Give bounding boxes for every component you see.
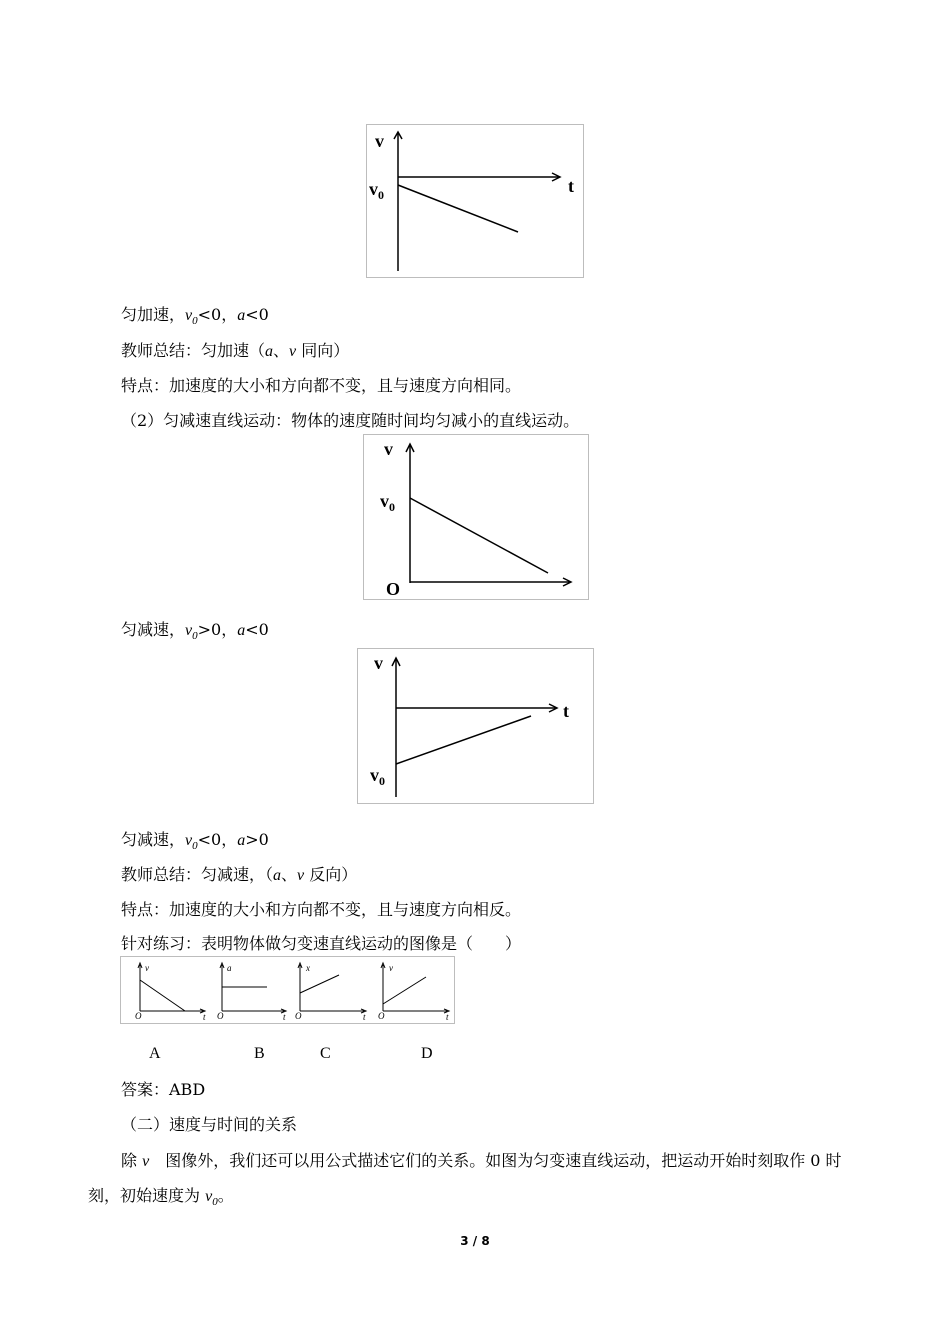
svg-text:O: O: [295, 1011, 302, 1021]
feature-accel: 特点：加速度的大小和方向都不变，且与速度方向相同。: [121, 376, 522, 395]
svg-text:a: a: [227, 963, 232, 973]
line-decel-condition-1: 匀减速，$v_0>0$，a<0: [121, 620, 269, 642]
graph-uniform-acceleration-negative: [366, 124, 584, 278]
option-b-label: B: [254, 1045, 265, 1062]
v-axis-label: v: [375, 131, 384, 151]
line-uniform-accel-condition: 匀加速，$v_0<0$，a<0: [121, 305, 269, 327]
option-b-graph: [217, 963, 286, 1022]
v-axis-label: v: [384, 439, 393, 459]
answer: 答案：ABD: [121, 1080, 206, 1099]
teacher-summary-decel: 教师总结：匀减速，（a、v 反向）: [121, 865, 358, 884]
svg-text:v: v: [145, 963, 149, 973]
svg-text:t: t: [203, 1012, 206, 1022]
svg-text:v: v: [389, 963, 393, 973]
practice-question: 针对练习：表明物体做匀变速直线运动的图像是（ ）: [121, 934, 522, 953]
graph-uniform-deceleration: [363, 434, 589, 600]
practice-options-figure: [120, 956, 455, 1024]
svg-text:t: t: [446, 1012, 449, 1022]
paragraph-line-1: 除 v 图像外，我们还可以用公式描述它们的关系。如图为匀变速直线运动，把运动开始时刻取作 0 时: [121, 1151, 842, 1170]
svg-text:x: x: [306, 963, 310, 973]
feature-decel: 特点：加速度的大小和方向都不变，且与速度方向相反。: [121, 900, 522, 919]
v0-label: $v_0$: [369, 179, 384, 202]
option-a-graph: [135, 963, 206, 1022]
option-c-graph: [295, 963, 366, 1022]
v0-label: $v_0$: [380, 491, 395, 514]
teacher-summary-accel: 教师总结：匀加速（a、v 同向）: [121, 341, 350, 360]
option-c-label: C: [320, 1045, 331, 1062]
graph-uniform-deceleration-negative: [357, 648, 594, 804]
t-axis-label: t: [563, 701, 569, 721]
page-number: 3 / 8: [460, 1234, 490, 1248]
option-d-label: D: [421, 1045, 433, 1062]
svg-text:t: t: [283, 1012, 286, 1022]
option-a-label: A: [149, 1045, 161, 1062]
svg-text:O: O: [378, 1011, 385, 1021]
v-axis-label: v: [374, 653, 383, 673]
svg-text:O: O: [217, 1011, 224, 1021]
heading-uniform-deceleration: （2）匀减速直线运动：物体的速度随时间均匀减小的直线运动。: [121, 411, 580, 430]
svg-text:O: O: [135, 1011, 142, 1021]
option-d-graph: [378, 963, 449, 1022]
line-decel-condition-2: 匀减速，$v_0<0$，a>0: [121, 830, 269, 852]
section-heading: （二）速度与时间的关系: [121, 1115, 298, 1134]
v0-label: $v_0$: [370, 765, 385, 788]
t-axis-label: t: [568, 176, 574, 196]
paragraph-line-2: 刻，初始速度为 $v_0$。: [88, 1186, 234, 1208]
origin-label: O: [386, 579, 401, 599]
svg-text:t: t: [363, 1012, 366, 1022]
